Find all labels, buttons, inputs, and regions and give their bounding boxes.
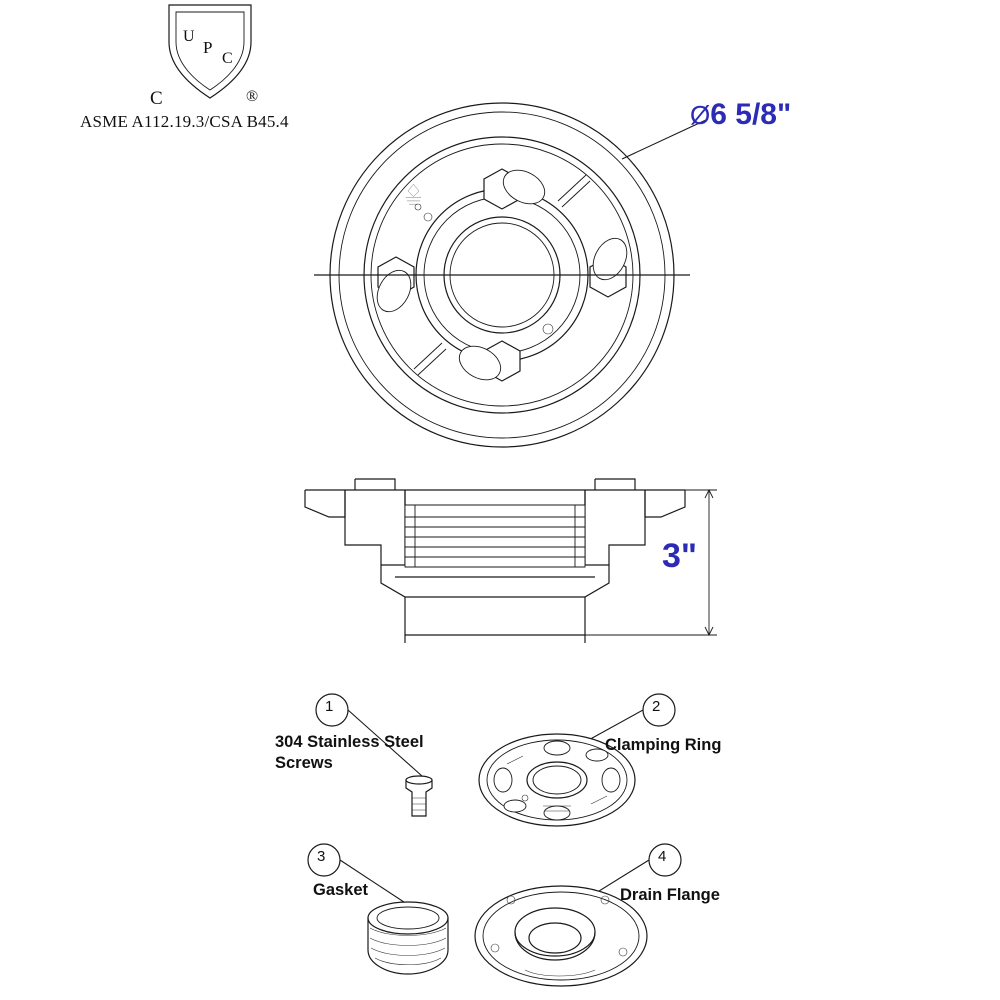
callout-label-2: Clamping Ring xyxy=(605,736,722,754)
callout-number-2: 2 xyxy=(652,698,661,715)
callout-4-graphics xyxy=(465,828,745,1000)
diameter-value: 6 5/8" xyxy=(710,98,792,131)
top-view-drain-assembly xyxy=(300,95,720,465)
c-mark: C xyxy=(150,88,163,109)
section-view-drain-assembly xyxy=(285,465,705,655)
parts-callouts xyxy=(250,680,870,1000)
registered-mark: ® xyxy=(246,88,259,105)
callout-label-4: Drain Flange xyxy=(620,886,720,904)
callout-number-3: 3 xyxy=(317,848,326,865)
diameter-symbol: Ø xyxy=(690,100,711,130)
shield-letter-c: C xyxy=(222,50,233,67)
standard-reference: ASME A112.19.3/CSA B45.4 xyxy=(80,112,289,131)
height-dimension-label: 3" xyxy=(662,537,698,575)
callout-2-graphics xyxy=(465,680,725,840)
shield-letter-p: P xyxy=(203,38,213,57)
callout-number-4: 4 xyxy=(658,848,667,865)
diameter-dimension-label xyxy=(690,98,791,132)
callout-label-1: 304 Stainless Steel Screws xyxy=(275,733,424,772)
shield-letter-u: U xyxy=(183,28,195,45)
callout-label-3: Gasket xyxy=(313,881,369,899)
callout-number-1: 1 xyxy=(325,698,334,715)
